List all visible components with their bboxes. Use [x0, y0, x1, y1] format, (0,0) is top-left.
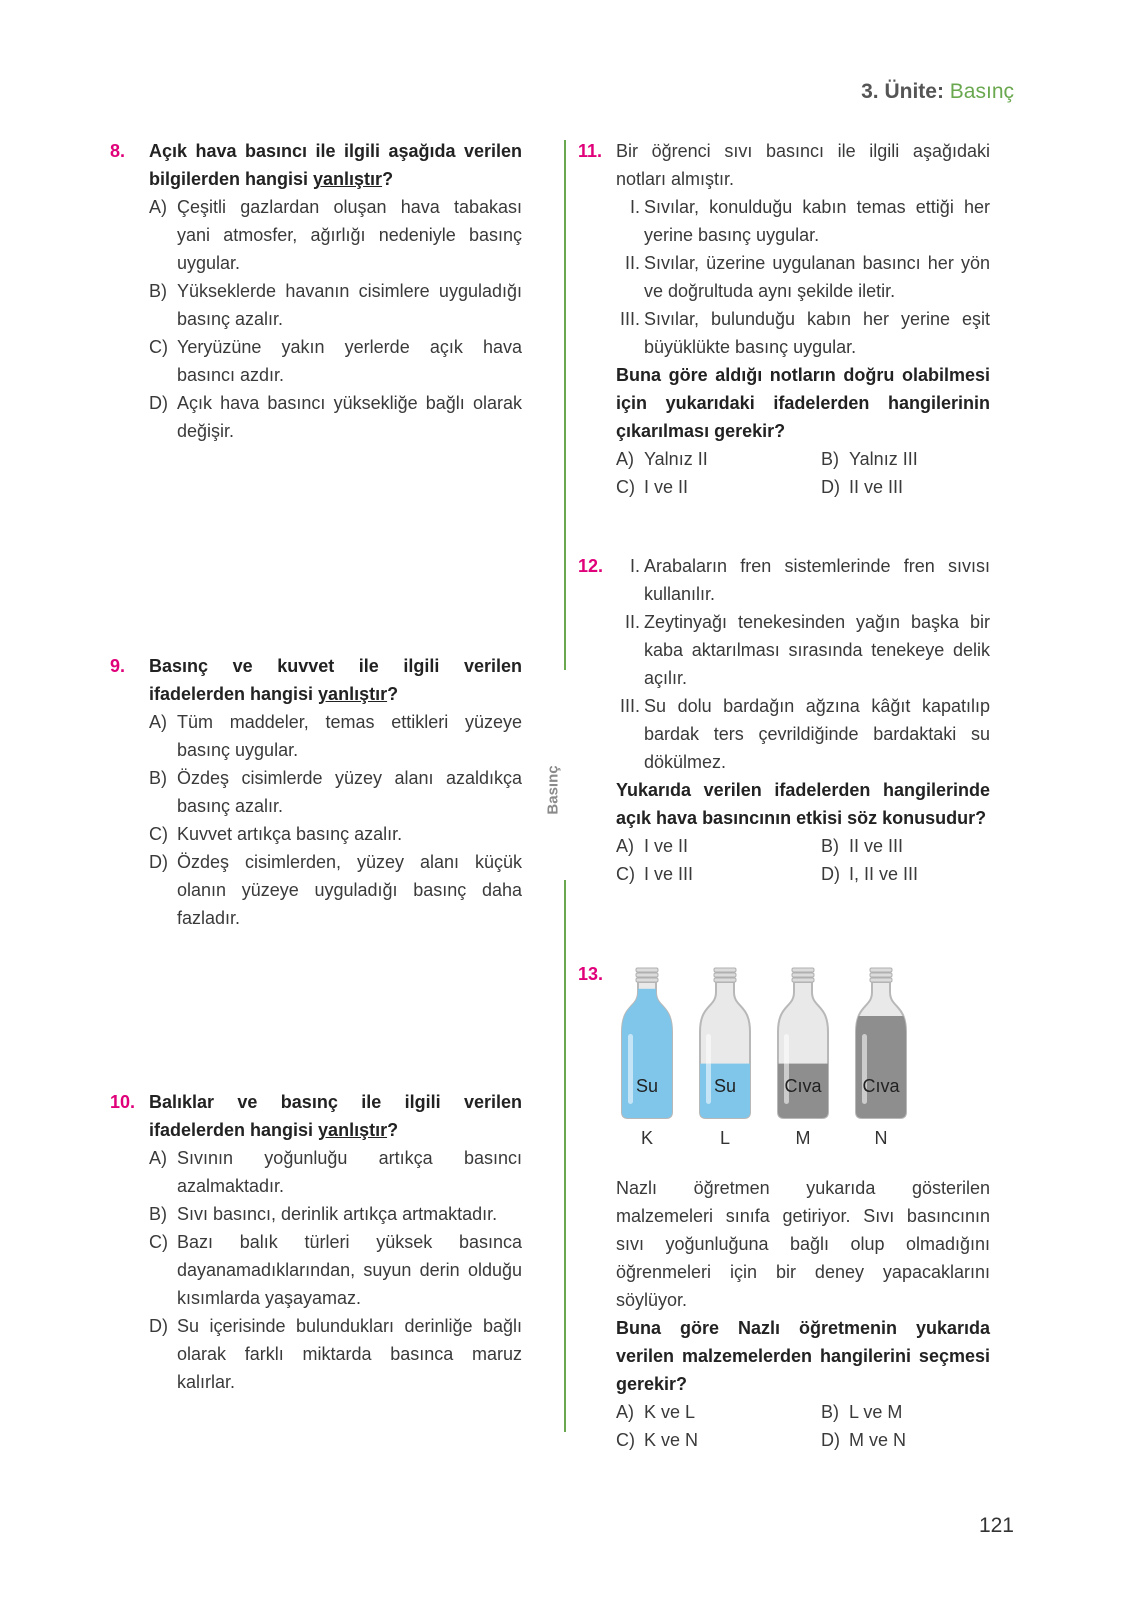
option-a: A) K ve L: [616, 1402, 696, 1422]
question-stem: Açık hava basıncı ile ilgili aşağıda verilen bilgilerden hangisi yanlıştır?: [149, 141, 522, 189]
bottle-letter-label: L: [719, 1128, 730, 1148]
option-d: D) Özdeş cisimlerden, yüzey alanı küçük olanın yüzeye uyguladığı basınç daha fazladır.: [149, 852, 522, 928]
option-c: C) K ve N: [616, 1430, 699, 1450]
option-c: C) I ve III: [616, 864, 694, 884]
option-b: B) L ve M: [821, 1402, 903, 1422]
bottle-liquid-label: Su: [635, 1076, 659, 1096]
option-a: A) Çeşitli gazlardan oluşan hava tabakası yani atmosfer, ağırlığı nedeniyle basınç uygular.: [149, 197, 522, 273]
bottle-liquid-label: Su: [713, 1076, 737, 1096]
statement-1: I. Arabaların fren sistemlerinde fren sıvısı kullanılır.: [629, 556, 990, 604]
question-number: 12.: [578, 556, 604, 576]
option-c: C) I ve II: [616, 477, 689, 497]
statement-1: I. Sıvılar, konulduğu kabın temas ettiği her yerine basınç uygular.: [629, 197, 990, 245]
question-number: 8.: [110, 141, 126, 161]
question-8: [110, 137, 522, 445]
underlined-word: yanlıştır: [318, 1120, 388, 1140]
question-number: 9.: [110, 656, 126, 676]
question-number: 10.: [110, 1092, 136, 1112]
question-intro: Nazlı öğretmen yukarıda gösterilen malzemeleri sınıfa getiriyor. Sıvı basıncının sıvı yoğunluğuna bağlı olup olmadığını öğrenmeleri için bir deney yapacaklarını söylüyor.: [616, 1178, 990, 1310]
option-b: B) Sıvı basıncı, derinlik artıkça artmaktadır.: [149, 1204, 498, 1224]
question-stem: Yukarıda verilen ifadelerden hangilerinde açık hava basıncının etkisi söz konusudur?: [616, 780, 990, 828]
bottle-liquid-label: Cıva: [862, 1076, 900, 1096]
question-stem: Buna göre aldığı notların doğru olabilmesi için yukarıdaki ifadelerden hangilerinin çıkarılması gerekir?: [616, 365, 990, 441]
options-grid: [616, 445, 990, 501]
question-10: [110, 1088, 522, 1396]
option-b: B) Özdeş cisimlerde yüzey alanı azaldıkça basınç azalır.: [149, 768, 522, 816]
question-intro: Bir öğrenci sıvı basıncı ile ilgili aşağıdaki notları almıştır.: [616, 141, 990, 189]
column-divider-top: [564, 140, 566, 670]
option-b: B) II ve III: [821, 836, 904, 856]
question-stem: Balıklar ve basınç ile ilgili verilen ifadelerden hangisi yanlıştır?: [149, 1092, 522, 1140]
statement-2: II. Sıvılar, üzerine uygulanan basıncı her yön ve doğrultuda aynı şekilde iletir.: [624, 253, 990, 301]
option-d: D) Açık hava basıncı yüksekliğe bağlı olarak değişir.: [149, 393, 522, 441]
underlined-word: yanlıştır: [318, 684, 388, 704]
option-a: A) Yalnız II: [616, 449, 708, 469]
bottle-liquid-label: Cıva: [784, 1076, 822, 1096]
option-c: C) Yeryüzüne yakın yerlerde açık hava basıncı azdır.: [149, 337, 522, 385]
option-b: B) Yalnız III: [821, 449, 918, 469]
options-grid: [616, 832, 990, 888]
question-11: [578, 137, 990, 501]
unit-header: [861, 80, 1014, 104]
question-number: 13.: [578, 964, 604, 984]
question-13: [578, 960, 990, 1450]
statement-3: III. Su dolu bardağın ağzına kâğıt kapatılıp bardak ters çevrildiğinde bardaktaki su dökülmez.: [619, 696, 990, 772]
page-number: 121: [978, 1514, 1014, 1537]
bottle-letter-label: K: [640, 1128, 653, 1148]
option-a: A) I ve II: [616, 836, 689, 856]
option-c: C) Bazı balık türleri yüksek basınca dayanamadıklarından, suyun derin olduğu kısımlarda yaşayamaz.: [149, 1232, 522, 1308]
unit-topic: Basınç: [949, 80, 1014, 103]
unit-label: 3. Ünite:: [861, 80, 944, 103]
option-d: D) II ve III: [821, 477, 904, 497]
question-12: [578, 552, 990, 888]
underlined-word: yanlıştır: [313, 169, 383, 189]
option-a: A) Sıvının yoğunluğu artıkça basıncı azalmaktadır.: [149, 1148, 522, 1196]
option-c: C) Kuvvet artıkça basınç azalır.: [149, 824, 403, 844]
option-d: D) Su içerisinde bulundukları derinliğe bağlı olarak farklı miktarda basınca maruz kalırlar.: [149, 1316, 522, 1392]
question-9: [110, 652, 522, 932]
option-d: D) I, II ve III: [821, 864, 919, 884]
options-grid: [616, 1398, 990, 1454]
option-b: B) Yükseklerde havanın cisimlere uyguladığı basınç azalır.: [149, 281, 522, 329]
statement-2: II. Zeytinyağı tenekesinden yağın başka bir kaba aktarılması sırasında tenekeye delik açılır.: [624, 612, 990, 688]
bottle-labels: [612, 966, 912, 1166]
question-stem: Buna göre Nazlı öğretmenin yukarıda verilen malzemelerden hangilerini seçmesi gerekir?: [616, 1318, 990, 1394]
bottle-letter-label: M: [795, 1128, 811, 1148]
side-topic-label: Basınç: [544, 765, 562, 815]
question-number: 11.: [578, 141, 603, 161]
bottle-letter-label: N: [874, 1128, 888, 1148]
statement-3: III. Sıvılar, bulunduğu kabın her yerine eşit büyüklükte basınç uygular.: [619, 309, 990, 357]
option-d: D) M ve N: [821, 1430, 907, 1450]
question-stem: Basınç ve kuvvet ile ilgili verilen ifadelerden hangisi yanlıştır?: [149, 656, 522, 704]
option-a: A) Tüm maddeler, temas ettikleri yüzeye basınç uygular.: [149, 712, 522, 760]
column-divider-bottom: [564, 880, 566, 1432]
